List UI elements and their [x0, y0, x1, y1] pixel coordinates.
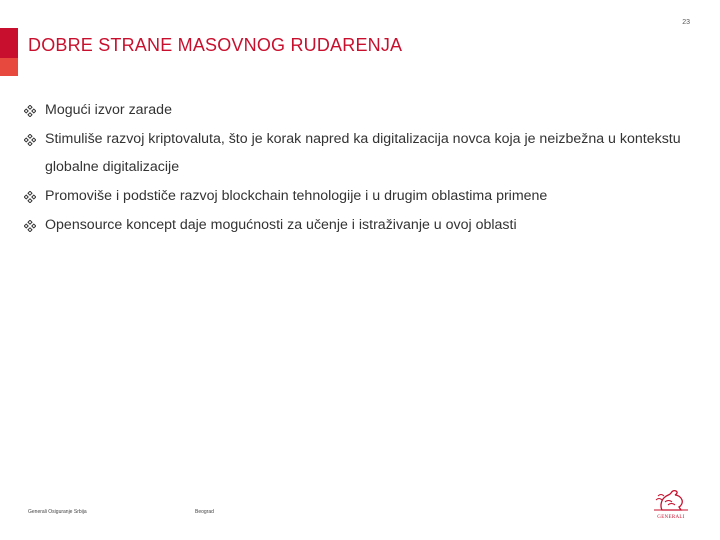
accent-bar-bottom	[0, 58, 18, 76]
bullet-item	[24, 125, 684, 181]
bullet-text: Opensource koncept daje mogućnosti za učenje i istraživanje u ovoj oblasti	[45, 217, 517, 233]
bullet-item	[24, 96, 684, 124]
bullet-item	[24, 182, 684, 210]
generali-lion-logo-icon	[652, 486, 690, 514]
accent-bar-top	[0, 28, 18, 58]
diamond-bullet-icon	[24, 105, 36, 117]
bullet-list	[24, 96, 684, 240]
diamond-bullet-icon	[24, 220, 36, 232]
generali-logo	[652, 486, 690, 520]
page-number: 23	[682, 19, 690, 26]
footer-company: Generali Osiguranje Srbija	[28, 509, 87, 515]
logo-brand-text: GENERALI	[657, 515, 685, 520]
bullet-text: Stimuliše razvoj kriptovaluta, što je korak napred ka digitalizacija novca koja je neizbežna u kontekstu globalne digitalizacije	[45, 131, 681, 175]
footer-city: Beograd	[195, 509, 214, 515]
diamond-bullet-icon	[24, 134, 36, 146]
bullet-item	[24, 211, 684, 239]
slide-title: DOBRE STRANE MASOVNOG RUDARENJA	[28, 35, 403, 55]
accent-bar	[0, 28, 18, 76]
bullet-text: Promoviše i podstiče razvoj blockchain tehnologije i u drugim oblastima primene	[45, 188, 548, 204]
bullet-text: Mogući izvor zarade	[45, 102, 172, 118]
diamond-bullet-icon	[24, 191, 36, 203]
